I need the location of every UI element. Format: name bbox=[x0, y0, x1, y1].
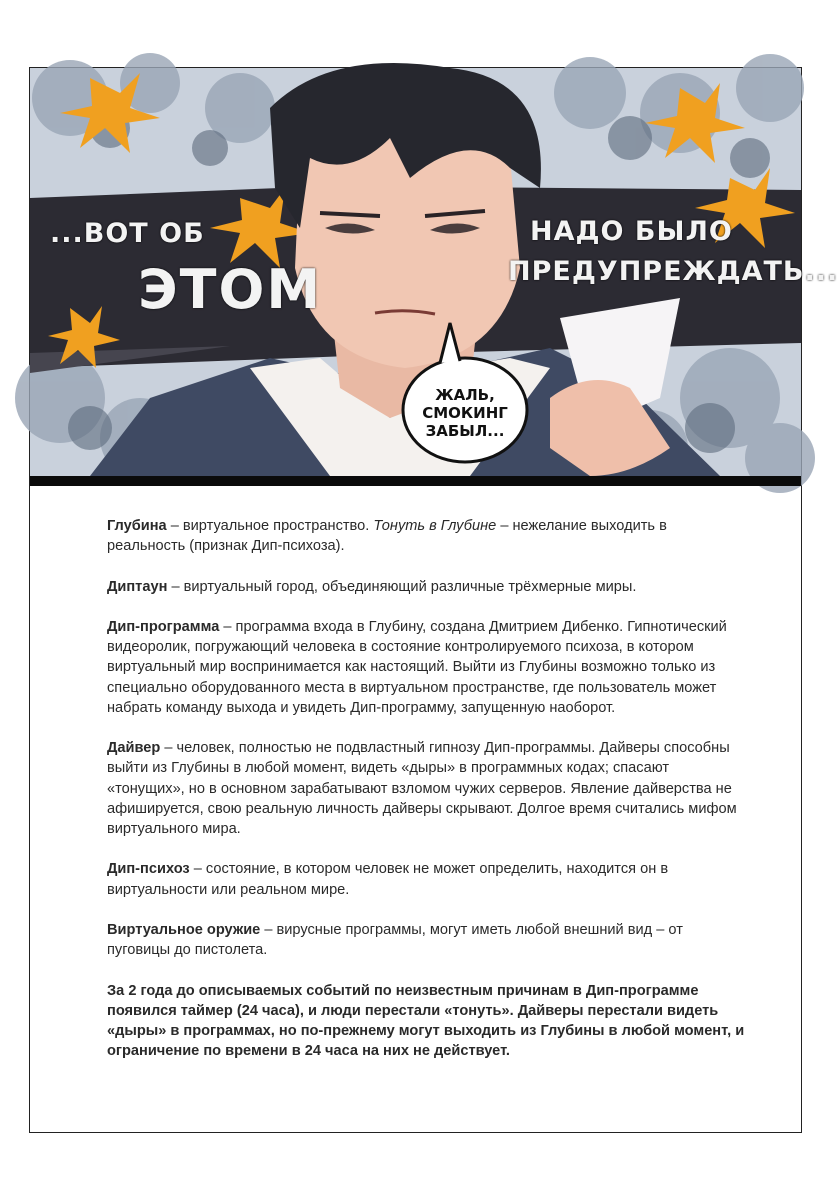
glossary-definition: – человек, полностью не подвластный гипнозу Дип-программы. Дайверы способны выйти из Глубины в любой момент, видеть «дыры» в программных кодах; спасают «тонущих», но в основном зарабатывают взломом чужих серверов. Явление дайверства не афишируется, свою реальную личность дайверы скрывают. Долгое время считались мифом виртуального мира. bbox=[107, 740, 737, 837]
glossary-term: Виртуальное оружие bbox=[107, 921, 261, 938]
glossary-term: Дип-программа bbox=[107, 618, 220, 635]
bubble-line-2: СМОКИНГ bbox=[422, 404, 508, 422]
speech-bubble-text bbox=[410, 386, 520, 440]
bubble-line-1: ЖАЛЬ, bbox=[435, 386, 495, 404]
glossary-term: Глубина bbox=[107, 518, 167, 534]
comic-illustration bbox=[30, 68, 838, 476]
bubble-line-3: ЗАБЫЛ... bbox=[425, 422, 505, 440]
banner-line-1: ...ВОТ ОБ bbox=[50, 218, 205, 249]
glossary-section bbox=[107, 516, 747, 1082]
banner-line-4: ПРЕДУПРЕЖДАТЬ... bbox=[508, 256, 838, 287]
banner-line-3: НАДО БЫЛО bbox=[530, 216, 733, 247]
glossary-term: Дайвер bbox=[107, 740, 161, 757]
banner-line-2: ЭТОМ bbox=[138, 258, 323, 321]
page-frame bbox=[29, 67, 838, 1133]
glossary-definition: – программа входа в Глубину, создана Дмитрием Дибенко. Гипнотический видеоролик, погружающий человека в состояние контролируемого психоза, в котором виртуальный мир воспринимается как настоящий. Выйти из Глубины возможно только из специально оборудованного места в виртуальном пространстве, где пользователь может набрать команду выхода и увидеть Дип-программу, запущенную наоборот. bbox=[107, 618, 727, 716]
glossary-entry bbox=[107, 516, 747, 556]
glossary-entry bbox=[107, 577, 747, 597]
divider-bar bbox=[30, 476, 801, 486]
glossary-definition: – виртуальный город, объединяющий различные трёхмерные миры. bbox=[167, 578, 637, 595]
bold-note: За 2 года до описываемых событий по неизвестным причинам в Дип-программе появился таймер (24 часа), и люди перестали «тонуть». Дайверы перестали видеть «дыры» в программах, но по-прежнему могут выходить из Глубины в любой момент, и ограничение по времени в 24 часа на них не действует. bbox=[107, 982, 745, 1060]
glossary-entry bbox=[107, 859, 747, 899]
glossary-definition: – виртуальное пространство. bbox=[166, 518, 374, 534]
glossary-term: Диптаун bbox=[107, 578, 168, 595]
glossary-italic-term: Тонуть в Глубине bbox=[373, 518, 497, 534]
glossary-definition: – вирусные программы, могут иметь любой внешний вид – от пуговицы до пистолета. bbox=[107, 921, 683, 959]
glossary-definition-rest: – нежелание выходить в реальность (признак Дип-психоза). bbox=[107, 518, 667, 555]
glossary-definition: – состояние, в котором человек не может определить, находится он в виртуальности или реальном мире. bbox=[107, 861, 669, 898]
glossary-entry bbox=[107, 920, 747, 960]
glossary-entry bbox=[107, 738, 747, 839]
glossary-term: Дип-психоз bbox=[107, 861, 190, 878]
glossary-entry bbox=[107, 617, 747, 718]
